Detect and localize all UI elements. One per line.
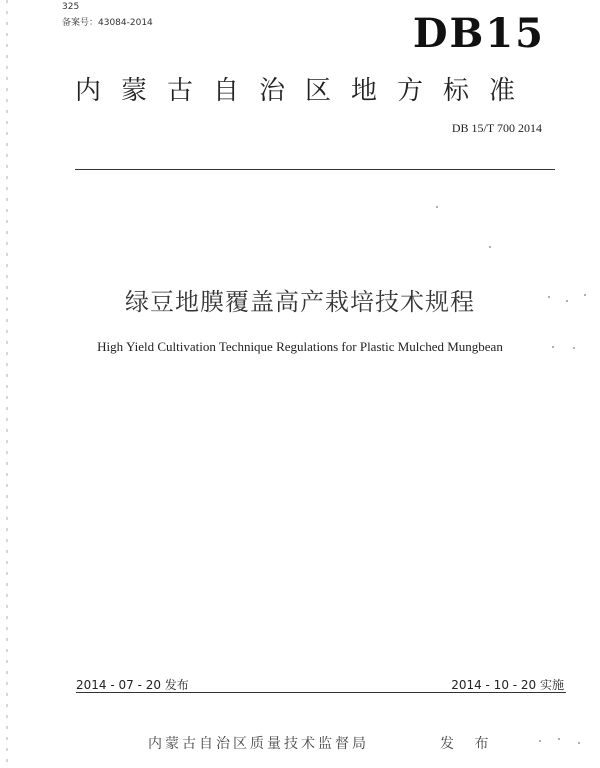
filing-number: 备案号：43084-2014 [62,18,153,28]
standard-number: DB 15/T 700 2014 [451,121,542,135]
scan-edge-artifact [6,0,8,768]
scan-speck [489,246,491,248]
implement-date: 2014 - 10 - 20 实施 [451,678,564,692]
standard-category-title: 内蒙古自治区地方标准 [75,76,536,106]
document-title-zh: 绿豆地膜覆盖高产栽培技术规程 [125,288,475,316]
scan-speck [573,347,575,349]
scan-speck [584,294,586,296]
footer-divider [76,692,566,693]
issuing-authority: 内蒙古自治区质量技术监督局 [148,736,369,752]
standard-logo: DB15 [412,10,545,57]
publish-date: 2014 - 07 - 20 发布 [76,678,189,692]
issue-label: 发 布 [440,736,497,752]
scan-speck [436,206,438,208]
header-divider [75,169,555,170]
scan-speck [552,346,554,348]
scan-speck [578,742,580,744]
scan-speck [566,300,568,302]
document-title-en: High Yield Cultivation Technique Regulations for Plastic Mulched Mungbean [97,339,503,354]
scan-speck [548,296,550,298]
scan-speck [539,740,541,742]
ics-code: 325 [62,2,80,12]
scan-speck [558,738,560,740]
